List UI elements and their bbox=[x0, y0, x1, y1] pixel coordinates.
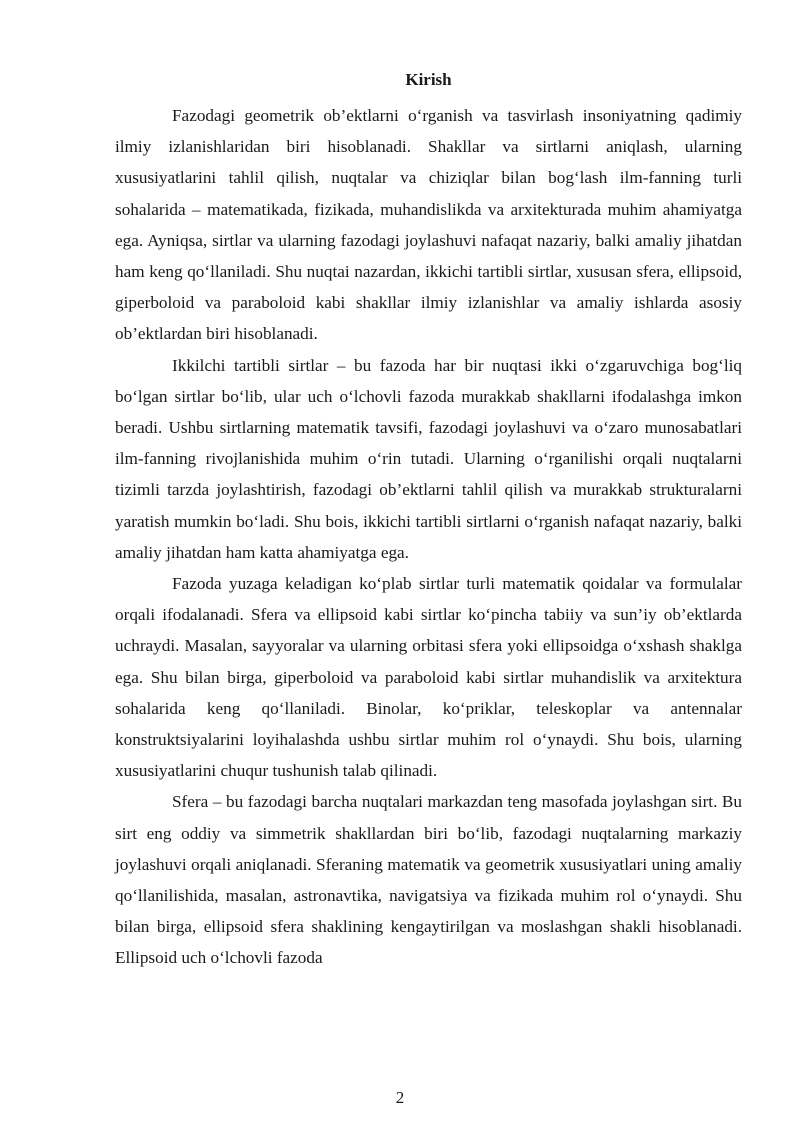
paragraph-2: Ikkilchi tartibli sirtlar – bu fazoda har bir nuqtasi ikki o‘zgaruvchiga bog‘liq bo‘lgan sirtlar bo‘lib, ular uch o‘lchovli fazoda murakkab shakllarni ifodalashga imkon beradi. Ushbu sirtlarning matematik tavsifi, fazodagi joylashuvi va o‘zaro munosabatlari ilm-fanning rivojlanishida muhim o‘rin tutadi. Ularning o‘rganilishi orqali nuqtalarni tizimli tarzda joylashtirish, fazodagi ob’ektlarni tahlil qilish va murakkab strukturalarni yaratish mumkin bo‘ladi. Shu bois, ikkichi tartibli sirtlarni o‘rganish nafaqat nazariy, balki amaliy jihatdan ham katta ahamiyatga ega. bbox=[115, 355, 742, 562]
paragraph-1: Fazodagi geometrik ob’ektlarni o‘rganish va tasvirlash insoniyatning qadimiy ilmiy izlanishlaridan biri hisoblanadi. Shakllar va sirtlarni aniqlash, ularning xususiyatlarini tahlil qilish, nuqtalar va chiziqlar bilan bog‘lash ilm-fanning turli sohalarida – matematikada, fizikada, muhandislikda va arxitekturada muhim ahamiyatga ega. Ayniqsa, sirtlar va ularning fazodagi joylashuvi nafaqat nazariy, balki amaliy jihatdan ham keng qo‘llaniladi. Shu nuqtai nazardan, ikkichi tartibli sirtlar, xususan sfera, ellipsoid, giperboloid va paraboloid kabi shakllar ilmiy izlanishlar va amaliy ishlarda asosiy ob’ektlardan biri hisoblanadi. bbox=[115, 106, 742, 344]
page-number: 2 bbox=[395, 1088, 405, 1107]
document-page bbox=[115, 70, 742, 974]
paragraph-4: Sfera – bu fazodagi barcha nuqtalari markazdan teng masofada joylashgan sirt. Bu sirt eng oddiy va simmetrik shakllardan biri bo‘lib, fazodagi nuqtalarning markaziy joylashuvi orqali aniqlanadi. Sferaning matematik va geometrik xususiyatlari uning amaliy qo‘llanilishida, masalan, astronavtika, navigatsiya va fizikada muhim rol o‘ynaydi. Shu bilan birga, ellipsoid sfera shaklining kengaytirilgan va moslashgan shakli hisoblanadi. Ellipsoid uch o‘lchovli fazoda bbox=[115, 792, 742, 968]
section-title: Kirish bbox=[405, 70, 452, 89]
paragraph-3: Fazoda yuzaga keladigan ko‘plab sirtlar turli matematik qoidalar va formulalar orqali ifodalanadi. Sfera va ellipsoid kabi sirtlar ko‘pincha tabiiy va sun’iy ob’ektlarda uchraydi. Masalan, sayyoralar va ularning orbitasi sfera yoki ellipsoidga o‘xshash shaklga ega. Shu bilan birga, giperboloid va paraboloid kabi sirtlar muhandislik va arxitektura sohalarida keng qo‘llaniladi. Binolar, ko‘priklar, teleskoplar va antennalar konstruktsiyalarini loyihalashda ushbu sirtlar muhim rol o‘ynaydi. Shu bois, ularning xususiyatlarini chuqur tushunish talab qilinadi. bbox=[115, 574, 742, 781]
